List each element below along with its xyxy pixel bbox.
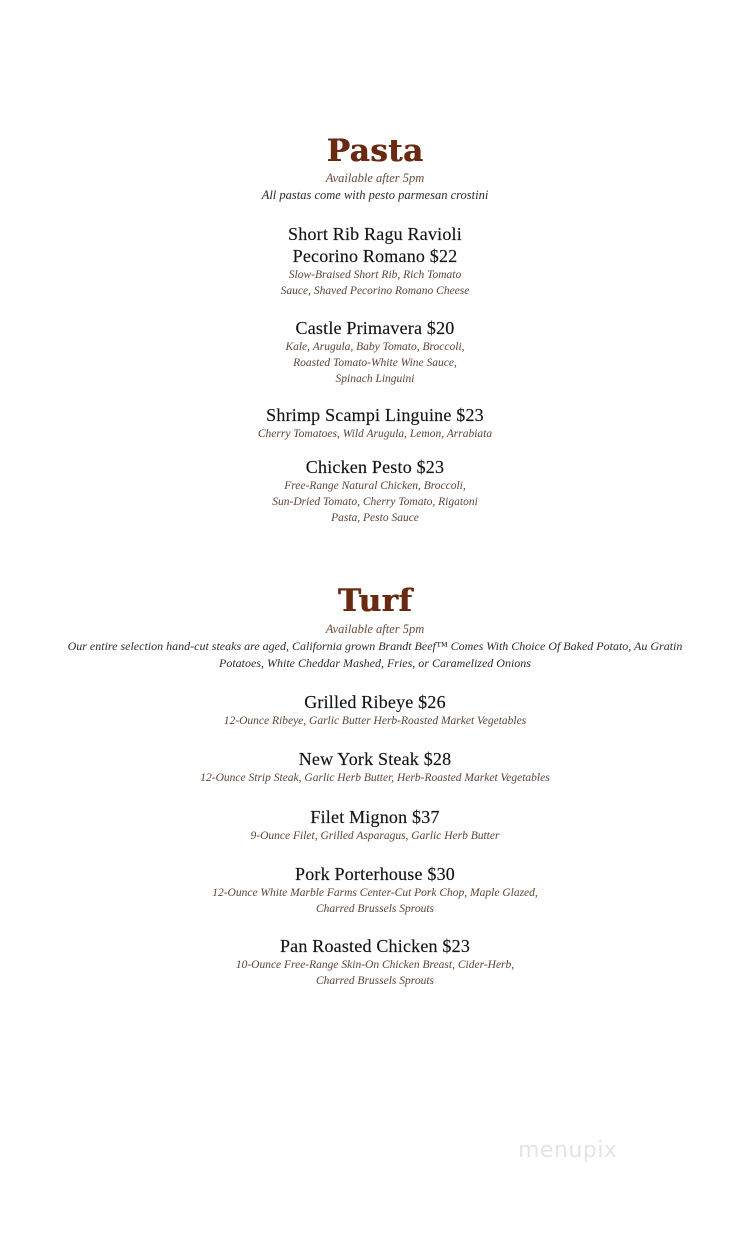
menu-item-name: Pork Porterhouse $30 [295,864,455,884]
menu-item-description: Kale, Arugula, Baby Tomato, Broccoli, [285,341,465,353]
menu-item [0,456,750,526]
menu-item-description: Spinach Linguini [335,373,415,385]
menu-item [0,404,750,442]
menu-item-description: 9-Ounce Filet, Grilled Asparagus, Garlic Herb Butter [250,830,500,842]
menu-item-name: Castle Primavera $20 [295,318,455,338]
menu-item-name: Pecorino Romano $22 [292,246,458,266]
menu-item [0,806,750,844]
menu-item-name: Shrimp Scampi Linguine $23 [266,405,484,425]
menu-item-description: Charred Brussels Sprouts [316,975,434,987]
menu-item [0,691,750,729]
menu-item-description: 10-Ounce Free-Range Skin-On Chicken Breast, Cider-Herb, [235,959,515,971]
turf-section [0,583,750,672]
menu-item-description: Slow-Braised Short Rib, Rich Tomato [288,269,462,281]
menu-item-description: 12-Ounce Strip Steak, Garlic Herb Butter, Herb-Roasted Market Vegetables [200,772,550,784]
pasta-section [0,133,750,204]
pasta-availability: Available after 5pm [325,171,425,185]
menu-item-name: Grilled Ribeye $26 [304,692,446,712]
menu-item-description: Cherry Tomatoes, Wild Arugula, Lemon, Arrabiata [257,428,493,440]
menu-item [0,317,750,387]
menu-item-description: 12-Ounce White Marble Farms Center-Cut Pork Chop, Maple Glazed, [212,887,538,899]
menupix-watermark: menupix [518,1138,618,1163]
menu-item [0,748,750,786]
menu-item-description: Charred Brussels Sprouts [316,903,434,915]
menu-item-description: Sun-Dried Tomato, Cherry Tomato, Rigatoni [272,496,478,508]
menu-item [0,223,750,299]
menu-item-name: Short Rib Ragu Ravioli [288,224,462,244]
pasta-note: All pastas come with pesto parmesan crostini [261,188,489,202]
menu-item-name: New York Steak $28 [298,749,452,769]
menu-item-description: Pasta, Pesto Sauce [331,512,419,524]
menu-item-name: Pan Roasted Chicken $23 [279,936,471,956]
turf-availability: Available after 5pm [325,622,425,636]
turf-note: Our entire selection hand-cut steaks are aged, California grown Brandt Beef™ Comes With Choice Of Baked Potato, Au Gratin [67,639,683,653]
menu-item-description: Sauce, Shaved Pecorino Romano Cheese [280,285,470,297]
menu-item-name: Filet Mignon $37 [310,807,440,827]
menu-item [0,863,750,917]
menu-item [0,935,750,989]
turf-note: Potatoes, White Cheddar Mashed, Fries, or Caramelized Onions [219,656,531,670]
section-title-turf: Turf [337,583,413,619]
menu-item-description: 12-Ounce Ribeye, Garlic Butter Herb-Roasted Market Vegetables [223,715,527,727]
menu-item-description: Free-Range Natural Chicken, Broccoli, [284,480,466,492]
menu-item-name: Chicken Pesto $23 [305,457,445,477]
section-title-pasta: Pasta [326,133,424,169]
menu-item-description: Roasted Tomato-White Wine Sauce, [293,357,457,369]
